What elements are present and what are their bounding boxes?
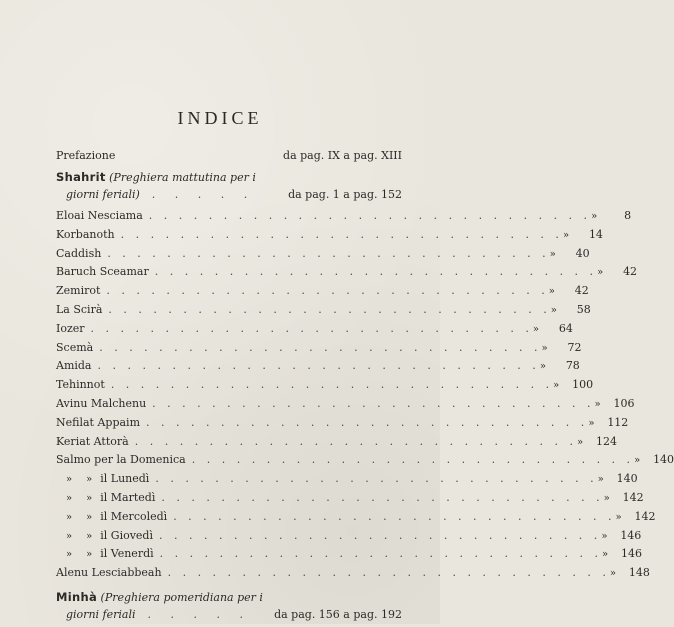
- dot-leader: . . . . . . . . . . . . . . . . . . . . . . . . . . . . . .: [97, 359, 540, 373]
- ditto-mark: »: [66, 530, 73, 542]
- dot-leader: . . . . . . . . . . . . . . . . . . . . . . . . . . . . . .: [90, 321, 533, 335]
- section-minha: [56, 589, 402, 623]
- ditto-mark: »: [562, 229, 570, 241]
- section-minha-continuation: [56, 606, 402, 623]
- dot-leader: . . . . . . . . . . . . . . . . . . . . . . . . . . . . . .: [154, 265, 598, 279]
- entry-page-number: 124: [596, 434, 618, 448]
- dot-leader: . . . . . . . . . . . . . . . . . . . . . . . . . . . . . .: [148, 209, 592, 222]
- ditto-mark: »: [86, 474, 93, 486]
- dot-leader: . . . . . . . . . . . . . . . . . . . . . . . . . . . . . .: [155, 472, 598, 486]
- entry-page-number: 72: [567, 340, 582, 354]
- list-item: [56, 451, 674, 470]
- entry-page-number: 140: [616, 472, 638, 486]
- entry-name: Iozer: [56, 321, 85, 335]
- entry-name: Korbanoth: [56, 227, 115, 241]
- list-item: [56, 564, 650, 583]
- dot-leader: . . . . . . . . . . . . . . . . . . . . . . . . . . . . . .: [99, 340, 542, 354]
- section-shahrit-desc-line2: giorni feriali): [66, 188, 140, 201]
- section-minha-name: Minhà: [56, 589, 98, 604]
- ditto-mark: »: [86, 549, 93, 561]
- list-item: [56, 357, 580, 376]
- ditto-mark: »: [539, 361, 546, 373]
- ditto-mark: »: [588, 417, 595, 429]
- dot-leader: . . . . . . . . . . . . . . . . . . . . . . . . . . . . . .: [173, 509, 616, 523]
- entry-page-number: 146: [620, 547, 642, 561]
- dot-leader: . . . . . . . . . . . . . . . . . . . . . . . . . . . . . .: [108, 302, 551, 316]
- ditto-mark: »: [532, 323, 539, 335]
- ditto-mark: »: [597, 474, 604, 486]
- dot-leader: . . . . . . . . . . . . . . . . . . . . . . . . . . . . . .: [106, 284, 549, 298]
- section-minha-desc-line1: (Preghiera pomeridiana per i: [100, 590, 263, 604]
- ditto-mark: »: [66, 492, 73, 504]
- ditto-mark: »: [66, 511, 73, 523]
- list-item: [56, 433, 618, 452]
- entry-name: Baruch Sceamar: [56, 265, 149, 279]
- ditto-mark: »: [549, 248, 556, 260]
- dot-leader: . . . . . . . . . . . . . . . . . . . . . . . . . . . . . .: [161, 490, 604, 504]
- ditto-mark: »: [66, 474, 73, 486]
- entry-name: Alenu Lesciabbeah: [56, 566, 162, 580]
- entry-name: Caddish: [56, 246, 102, 260]
- section-shahrit-dots: . . . . .: [151, 188, 256, 201]
- entry-name: il Venerdì: [100, 547, 154, 561]
- list-item: [56, 527, 642, 546]
- dot-leader: . . . . . . . . . . . . . . . . . . . . . . . . . . . . . .: [110, 378, 554, 392]
- entry-page-number: 42: [574, 284, 589, 298]
- entry-name: il Mercoledì: [100, 509, 168, 523]
- list-item: [56, 301, 591, 320]
- ditto-mark: »: [66, 549, 73, 561]
- dot-leader: . . . . . . . . . . . . . . . . . . . . . . . . . . . . . .: [159, 547, 602, 561]
- ditto-mark: »: [591, 211, 598, 222]
- entry-page-number: 140: [653, 453, 674, 467]
- dot-leader: . . . . . . . . . . . . . . . . . . . . . . . . . . . . . .: [159, 528, 602, 542]
- section-shahrit-heading: [56, 169, 402, 186]
- entry-name: Scemà: [56, 340, 94, 354]
- dot-leader: . . . . . . . . . . . . . . . . . . . . . . . . . . . . . .: [167, 566, 610, 580]
- table-of-contents: [56, 148, 674, 627]
- list-item: [56, 470, 638, 489]
- list-item: [56, 414, 629, 433]
- dot-leader: . . . . . . . . . . . . . . . . . . . . . . . . . . . . . .: [152, 396, 595, 410]
- list-item: [56, 263, 638, 282]
- section-minha-heading: [56, 589, 402, 606]
- ditto-mark: »: [634, 455, 641, 467]
- list-item: [56, 245, 590, 264]
- ditto-mark: »: [603, 492, 610, 504]
- list-item: [56, 545, 642, 564]
- list-item: [56, 226, 603, 245]
- ditto-mark: »: [550, 304, 557, 316]
- ditto-mark: »: [548, 286, 555, 298]
- dot-leader: . . . . . . . . . . . . . . . . . . . . . . . . . . . . . .: [107, 246, 550, 260]
- entry-page-number: 142: [622, 490, 644, 504]
- list-item: [56, 207, 632, 226]
- list-item: [56, 282, 589, 301]
- entry-name: il Giovedì: [100, 528, 153, 542]
- section-shahrit-range: da pag. 1 a pag. 152: [288, 188, 402, 201]
- entry-page-number: 42: [623, 265, 638, 279]
- entry-page-number: 112: [607, 415, 629, 429]
- list-item: [56, 339, 582, 358]
- entry-name: Amida: [56, 359, 92, 373]
- section-shahrit-name: Shahrit: [56, 170, 106, 184]
- entry-name: Tehinnot: [56, 378, 105, 392]
- ditto-mark: »: [601, 530, 608, 542]
- ditto-mark: »: [86, 492, 93, 504]
- entry-name: Keriat Attorà: [56, 434, 129, 448]
- entry-page-number: 40: [575, 246, 590, 260]
- entry-page-number: 100: [572, 378, 594, 392]
- entry-name: Eloai Nesciama: [56, 209, 143, 222]
- entry-name: Salmo per la Domenica: [56, 453, 186, 467]
- ditto-mark: »: [609, 568, 617, 580]
- ditto-mark: »: [541, 342, 548, 354]
- dot-leader: . . . . . . . . . . . . . . . . . . . . . . . . . . . . . .: [146, 415, 589, 429]
- section-shahrit-continuation: [56, 186, 402, 203]
- ditto-mark: »: [86, 511, 93, 523]
- entry-name: il Lunedì: [100, 472, 150, 486]
- list-item: [56, 489, 644, 508]
- entry-name: La Scirà: [56, 302, 103, 316]
- ditto-mark: »: [86, 530, 93, 542]
- section-minha-desc-line2: giorni feriali: [66, 607, 136, 621]
- entry-page-number: 142: [634, 509, 656, 523]
- list-item: [56, 320, 573, 339]
- dot-leader: . . . . . . . . . . . . . . . . . . . . . . . . . . . . . .: [134, 434, 578, 448]
- entry-name: Nefilat Appaim: [56, 415, 140, 429]
- entry-page-number: 148: [628, 566, 650, 580]
- ditto-mark: »: [597, 267, 604, 279]
- ditto-mark: »: [577, 436, 584, 448]
- section-minha-dots: . . . . .: [147, 607, 251, 621]
- entry-name: il Martedì: [100, 490, 156, 504]
- entry-page-number: 14: [588, 227, 603, 241]
- ditto-mark: »: [594, 398, 601, 410]
- entry-page-number: 146: [620, 528, 642, 542]
- ditto-mark: »: [553, 380, 560, 392]
- entry-name: Zemirot: [56, 284, 101, 298]
- entry-name: Avinu Malchenu: [56, 396, 147, 410]
- list-item: [56, 395, 635, 414]
- preface-row: [56, 148, 402, 164]
- dot-leader: . . . . . . . . . . . . . . . . . . . . . . . . . . . . . .: [120, 227, 563, 241]
- preface-label: Prefazione: [56, 149, 116, 162]
- page-title: INDICE: [177, 108, 263, 128]
- entry-page-number: 78: [565, 359, 580, 373]
- entry-page-number: 106: [613, 396, 635, 410]
- ditto-mark: »: [601, 549, 609, 561]
- section-minha-range: da pag. 156 a pag. 192: [274, 607, 402, 621]
- entry-page-number: 64: [558, 321, 573, 335]
- section-shahrit-desc-line1: (Preghiera mattutina per i: [109, 171, 256, 184]
- ditto-mark: »: [615, 511, 622, 523]
- entry-page-number: 58: [576, 302, 591, 316]
- list-item: [56, 508, 656, 527]
- entry-page-number: 8: [624, 209, 632, 222]
- preface-range: da pag. IX a pag. XIII: [283, 149, 402, 162]
- entry-list: [56, 207, 674, 583]
- list-item: [56, 376, 594, 395]
- dot-leader: . . . . . . . . . . . . . . . . . . . . . . . . . . . . . .: [191, 453, 635, 467]
